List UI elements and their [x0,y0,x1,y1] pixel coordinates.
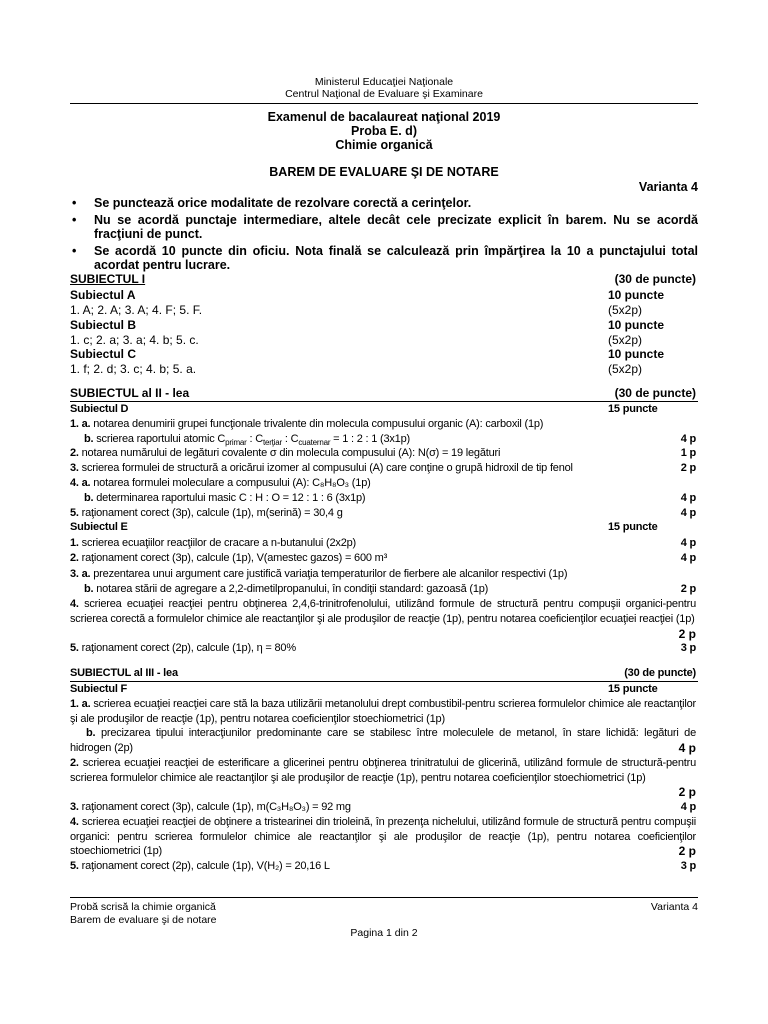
f4-para: 4. scrierea ecuaţiei reacţiei de obţinere a tristearinei din trioleină, în prezenţa nichelului, utilizând formule de structură pentru compuşii organici: pentru scrierea formulelor chimice ale reactanţilor şi ale produşilor de reacţie (1p), pentru notarea coeficienţilor stoechiometrici (1p) [70,816,696,857]
variant-label: Varianta 4 [638,180,698,194]
f3-points: 4 p [680,801,696,813]
rule-item: • Nu se acordă punctaje intermediare, altele decât cele precizate explicit în barem. Nu se acordă fracţiuni de punct. [70,213,698,242]
page-number: Pagina 1 din 2 [350,927,418,939]
e5-points: 3 p [680,642,696,654]
e2-points: 4 p [680,552,696,564]
e2-text: raţionament corect (3p), calcule (1p), V(amestec gazos) = 600 m³ [81,552,388,564]
s3-divider [70,681,698,682]
header-divider [70,103,698,104]
s2d-title: Subiectul D [70,403,129,415]
s1-title: SUBIECTUL I [70,272,146,286]
d5-points: 4 p [680,507,696,519]
d4-points: 4 p [680,492,696,504]
s1c-score: (5x2p) [608,362,643,376]
e3b-text: notarea stării de agregare a 2,2-dimetilpropanului, în condiţii standard: gazoasă (1p) [96,583,489,595]
barem-title: BAREM DE EVALUARE ŞI DE NOTARE [269,165,499,179]
f5-text: raţionament corect (2p), calcule (1p), V(H₂) = 20,16 L [81,860,330,872]
s2e-points: 15 puncte [608,521,658,533]
s1-points: (30 de puncte) [614,272,696,286]
d4a-text: notarea formulei moleculare a compusului (A): C₈H₈O₃ (1p) [93,477,371,489]
exam-title: Examenul de bacalaureat naţional 2019 [267,110,501,124]
footer-left-2: Barem de evaluare şi de notare [70,914,217,926]
s3f-points: 15 puncte [608,683,658,695]
d2-text: notarea numărului de legături covalente σ din molecula compusului (A): N(σ) = 19 legături [81,447,501,459]
ministry-name: Ministerul Educaţiei Naţionale [314,76,454,88]
s2-title: SUBIECTUL al II - lea [70,386,190,400]
f2-text: scrierea ecuaţiei reacţiei de esterificare a glicerinei pentru obţinerea trinitratului de glicerină, utilizând formule de structură-pentru scrierea formulelor chimice ale reactanţilor şi ale produşilor de reacţie (1p), pentru notarea coeficienţilor stoechiometrici (1p) [70,757,697,784]
f1b-text: precizarea tipului interacţiunilor predominante care se stabilesc între moleculele de metanol, în stare lichidă: legături de hidrogen (2p) [70,727,697,754]
rule-item: • Se punctează orice modalitate de rezolvare corectă a cerinţelor. [70,196,698,211]
f1a-para: 1. a. scrierea ecuaţiei reacţiei care stă la baza utilizării metanolului drept combustibil-pentru scrierea formulelor chimice ale reactanţilor şi ale produşilor de reacţie (1p), pentru notarea coeficienţilor stoechiometrici (1p) [70,698,696,725]
f2-points: 2 p [678,785,696,799]
f1a-text: scrierea ecuaţiei reacţiei care stă la baza utilizării metanolului drept combustibil-pentru scrierea formulelor chimice ale reactanţilor şi ale produşilor de reacţie (1p), pentru notarea coeficienţilor stoechiometrici (1p) [70,698,696,725]
f1b-para: b. precizarea tipului interacţiunilor predominante care se stabilesc între moleculele de metanol, în stare lichidă: legături de hidrogen (2p) [70,727,697,754]
exam-proba: Proba E. d) [351,124,417,138]
d1a-text: notarea denumirii grupei funcţionale trivalente din molecula compusului organic (A): carboxil (1p) [93,418,544,430]
s3f-title: Subiectul F [70,683,128,695]
s3-title: SUBIECTUL al III - lea [70,667,178,679]
s2d-points: 15 puncte [608,403,658,415]
s1c-points: 10 puncte [608,347,665,361]
s1c-answers: 1. f; 2. d; 3. c; 4. b; 5. a. [70,362,197,376]
s1a-answers: 1. A; 2. A; 3. A; 4. F; 5. F. [70,303,203,317]
e1-points: 4 p [680,537,696,549]
f1-points: 4 p [678,741,696,755]
rule-item: • Se acordă 10 puncte din oficiu. Nota finală se calculează prin împărţirea la 10 a punctajului total acordat pentru lucrare. [70,244,698,273]
footer-divider [70,897,698,898]
center-name: Centrul Naţional de Evaluare şi Examinare [285,88,483,100]
e3-points: 2 p [680,583,696,595]
d1b-ratio: = 1 : 2 : 1 (3x1p) [330,433,410,445]
s1a-title: Subiectul A [70,288,136,302]
s1b-title: Subiectul B [70,318,137,332]
s1b-points: 10 puncte [608,318,665,332]
d4b-text: determinarea raportului masic C : H : O = 12 : 1 : 6 (3x1p) [96,492,366,504]
s1a-score: (5x2p) [608,303,643,317]
d1b-text: scrierea raportului atomic C [96,433,226,445]
e1-text: scrierea ecuaţiilor reacţiilor de cracare a n-butanului (2x2p) [81,537,356,549]
d2-points: 1 p [680,447,696,459]
f5-points: 3 p [680,860,696,872]
d3-points: 2 p [680,462,696,474]
s3-points: (30 de puncte) [624,667,696,679]
f3-text: raţionament corect (3p), calcule (1p), m(C₃H₈O₃) = 92 mg [81,801,351,813]
d3-text: scrierea formulei de structură a oricărui izomer al compusului (A) care conţine o grupă hidroxil de tip fenol [81,462,573,474]
e4-text: scrierea ecuaţiei reacţiei pentru obţinerea 2,4,6-trinitrofenolului, utilizând formule de structură pentru compuşii organici-pentru scrierea corectă a formulelor chimice ale reactanţilor şi ale produşilor de reacţie (1p), pentru notarea coeficienţilor ecuaţiei reacţiei (1p) [70,598,696,625]
s1b-answers: 1. c; 2. a; 3. a; 4. b; 5. c. [70,333,199,347]
s1a-points: 10 puncte [608,288,665,302]
d5-text: raţionament corect (3p), calcule (1p), m(serină) = 30,4 g [81,507,343,519]
footer-variant: Varianta 4 [650,901,698,913]
e3a-text: prezentarea unui argument care justifică variaţia temperaturilor de fierbere ale alcanilor respectivi (1p) [93,568,568,580]
f4-text: scrierea ecuaţiei reacţiei de obţinere a tristearinei din trioleină, în prezenţa nichelului, utilizând formule de structură pentru compuşii organici: pentru scrierea formulelor chimice ale reactanţilor şi ale produşilor de reacţie (1p), pentru notarea coeficienţilor stoechiometrici (1p) [70,816,696,857]
f2-para: 2. scrierea ecuaţiei reacţiei de esterificare a glicerinei pentru obţinerea trinitratului de glicerină, utilizând formule de structură-pentru scrierea formulelor chimice ale reactanţilor şi ale produşilor de reacţie (1p), pentru notarea coeficienţilor stoechiometrici (1p) [70,757,697,784]
s1b-score: (5x2p) [608,333,643,347]
e4-points: 2 p [678,627,696,641]
e4-para: 4. scrierea ecuaţiei reacţiei pentru obţinerea 2,4,6-trinitrofenolului, utilizând formule de structură pentru compuşii organici-pentru scrierea corectă a formulelor chimice ale reactanţilor şi ale produşilor de reacţie (1p), pentru notarea coeficienţilor ecuaţiei reacţiei (1p) [70,598,696,625]
rules-list [70,196,698,275]
footer-left-1: Probă scrisă la chimie organică [70,901,216,913]
d1-points: 4 p [680,433,696,445]
s2e-title: Subiectul E [70,521,128,533]
f4-points: 2 p [678,844,696,858]
exam-subject: Chimie organică [335,138,433,152]
e5-text: raţionament corect (2p), calcule (1p), η = 80% [81,642,296,654]
s1c-title: Subiectul C [70,347,137,361]
s2-divider [70,401,698,402]
s2-points: (30 de puncte) [614,386,696,400]
